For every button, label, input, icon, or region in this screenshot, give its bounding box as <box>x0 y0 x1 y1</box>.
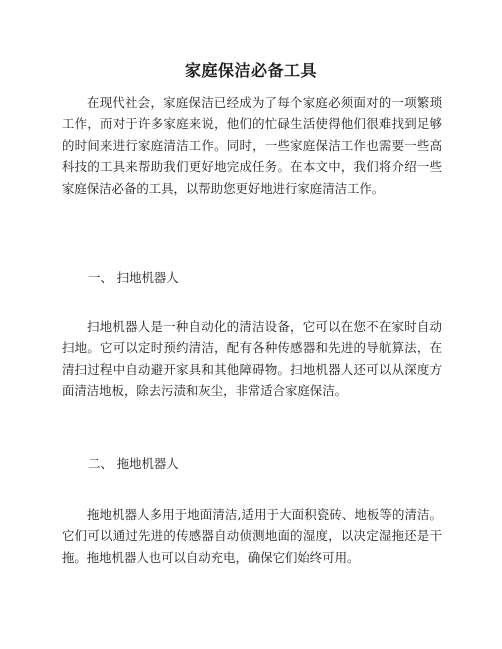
section-body-mopping-robot: 拖地机器人多用于地面清洁,适用于大面积瓷砖、地板等的清洁。它们可以通过先进的传感器自动侦测地面的湿度，以决定湿拖还是干拖。拖地机器人也可以自动充电，确保它们始终可用。 <box>62 507 442 565</box>
section-heading-mopping-robot: 二、 拖地机器人 <box>88 456 179 471</box>
intro-paragraph: 在现代社会，家庭保洁已经成为了每个家庭必须面对的一项繁琐工作，而对于许多家庭来说，他们的忙碌生活使得他们很难找到足够的时间来进行家庭清洁工作。同时，一些家庭保洁工作也需要一些高科技的工具来帮助我们更好地完成任务。在本文中，我们将介绍一些家庭保洁必备的工具，以帮助您更好地进行家庭清洁工作。 <box>62 95 442 196</box>
section-body-sweeping-robot: 扫地机器人是一种自动化的清洁设备，它可以在您不在家时自动扫地。它可以定时预约清洁，配有各种传感器和先进的导航算法，在清扫过程中自动避开家具和其他障碍物。扫地机器人还可以从深度方面清洁地板，除去污渍和灰尘，非常适合家庭保洁。 <box>62 319 442 399</box>
document-title: 家庭保洁必备工具 <box>184 61 317 80</box>
section-heading-sweeping-robot: 一、 扫地机器人 <box>88 270 179 285</box>
